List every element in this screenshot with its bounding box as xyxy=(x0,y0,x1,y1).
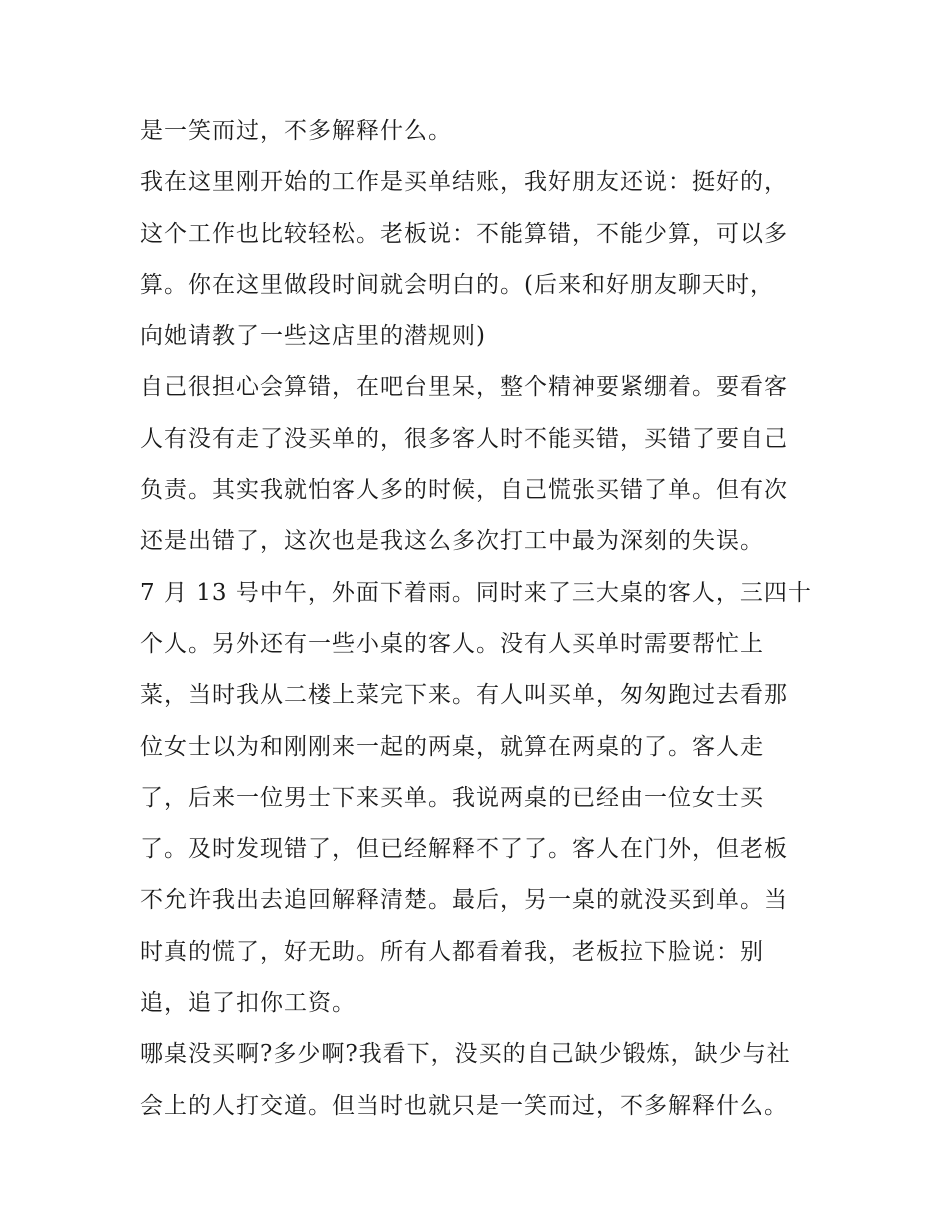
text-line: 是一笑而过，不多解释什么。 xyxy=(140,118,452,144)
body-text xyxy=(140,106,830,1132)
text-line: 不允许我出去追回解释清楚。最后，另一桌的就没买到单。当 xyxy=(140,887,788,914)
text-line: 了，后来一位男士下来买单。我说两桌的已经由一位女士买 xyxy=(140,784,764,811)
text-line: 还是出错了，这次也是我这么多次打工中最为深刻的失误。 xyxy=(140,528,764,555)
text-line: 算。你在这里做段时间就会明白的。(后来和好朋友聊天时， xyxy=(140,271,774,298)
text-line: 这个工作也比较轻松。老板说：不能算错，不能少算，可以多 xyxy=(140,220,788,247)
text-line: 自己很担心会算错，在吧台里呆，整个精神要紧绷着。要看客 xyxy=(140,374,788,401)
text-line: 哪桌没买啊?多少啊?我看下，没买的自己缺少锻炼，缺少与社 xyxy=(140,1041,791,1068)
text-line: 时真的慌了，好无助。所有人都看着我，老板拉下脸说：别 xyxy=(140,938,764,965)
text-line: 个人。另外还有一些小桌的客人。没有人买单时需要帮忙上 xyxy=(140,630,764,657)
text-line: 会上的人打交道。但当时也就只是一笑而过，不多解释什么。 xyxy=(140,1092,788,1119)
text-line: 追，追了扣你工资。 xyxy=(140,990,356,1017)
text-line: 人有没有走了没买单的，很多客人时不能买错，买错了要自己 xyxy=(140,425,788,452)
text-line: 菜，当时我从二楼上菜完下来。有人叫买单，匆匆跑过去看那 xyxy=(140,682,788,709)
text-line: 了。及时发现错了，但已经解释不了了。客人在门外，但老板 xyxy=(140,836,788,863)
text-line: 负责。其实我就怕客人多的时候，自己慌张买错了单。但有次 xyxy=(140,477,788,504)
text-line: 向她请教了一些这店里的潜规则) xyxy=(140,323,486,350)
text-line: 位女士以为和刚刚来一起的两桌，就算在两桌的了。客人走 xyxy=(140,733,764,760)
text-line: 我在这里刚开始的工作是买单结账，我好朋友还说：挺好的， xyxy=(140,169,788,196)
text-line: 7 月 13 号中午，外面下着雨。同时来了三大桌的客人，三四十 xyxy=(140,579,812,606)
